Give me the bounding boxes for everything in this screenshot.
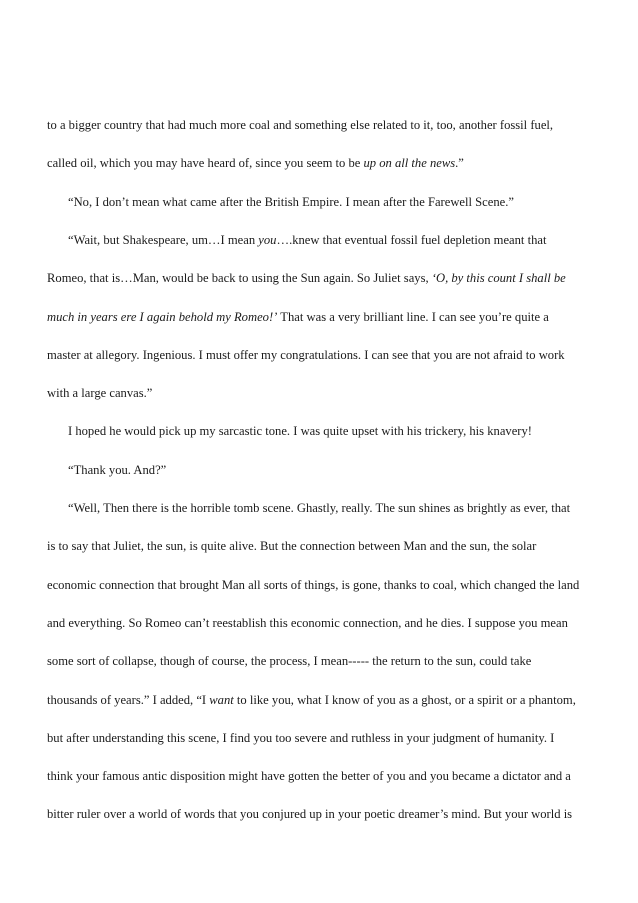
text-line [47,577,579,593]
text-line [68,462,166,478]
text-segment: with a large canvas.” [47,386,153,401]
text-line [47,692,576,708]
text-segment: .” [455,156,464,171]
text-line [68,232,546,248]
text-segment: thousands of years.” I added, “I [47,692,210,707]
text-line [47,653,531,669]
text-segment: “Wait, but Shakespeare, um…I mean [68,232,259,247]
text-segment: “Well, Then there is the horrible tomb scene. Ghastly, really. The sun shines as brightly as ever, that [68,501,571,515]
text-segment: called oil, which you may have heard of, since you seem to be [47,156,364,171]
text-segment: but after understanding this scene, I find you too severe and ruthless in your judgment of humanity. I [47,730,555,745]
text-line [47,155,464,171]
text-segment: and everything. So Romeo can’t reestablish this economic connection, and he dies. I suppose you mean [47,615,568,630]
text-segment: some sort of collapse, though of course, the process, I mean----- the return to the sun, could take [47,654,532,669]
text-line [68,500,570,516]
text-line [47,730,554,746]
text-segment: to a bigger country that had much more coal and something else related to it, too, another fossil fuel, [47,118,554,132]
text-segment: bitter ruler over a world of words that you conjured up in your poetic dreamer’s mind. But your world is [47,807,573,822]
text-line [47,347,565,363]
text-segment: Romeo, that is…Man, would be back to using the Sun again. So Juliet says, [47,271,432,286]
italic-text: much in years ere I again behold my Romeo!’ [47,309,278,324]
text-segment: “Thank you. And?” [68,462,167,477]
text-segment: to like you, what I know of you as a ghost, or a spirit or a phantom, [233,692,576,707]
text-line [68,423,532,439]
italic-text: you [258,232,277,247]
text-segment: That was a very brilliant line. I can see you’re quite a [277,309,549,324]
italic-text: up on all the news [363,156,456,171]
text-segment: master at allegory. Ingenious. I must offer my congratulations. I can see that you are not afraid to work [47,347,565,362]
text-line [68,194,514,210]
text-segment: economic connection that brought Man all sorts of things, is gone, thanks to coal, which changed the land [47,577,580,592]
text-line [47,615,568,631]
italic-text: want [209,692,234,707]
text-segment: is to say that Juliet, the sun, is quite alive. But the connection between Man and the sun, the solar [47,539,537,554]
italic-text: ‘O, by this count I shall be [431,271,566,286]
text-line [47,270,566,286]
text-segment: ….knew that eventual fossil fuel depletion meant that [276,232,547,247]
text-line [47,768,571,784]
text-line [47,117,553,133]
text-line [47,385,152,401]
text-line [47,309,549,325]
text-segment: “No, I don’t mean what came after the British Empire. I mean after the Farewell Scene.” [68,194,514,209]
text-line [47,806,572,822]
text-segment: I hoped he would pick up my sarcastic tone. I was quite upset with his trickery, his knavery! [68,424,532,439]
text-segment: think your famous antic disposition might have gotten the better of you and you became a dictator and a [47,769,571,784]
text-line [47,538,536,554]
